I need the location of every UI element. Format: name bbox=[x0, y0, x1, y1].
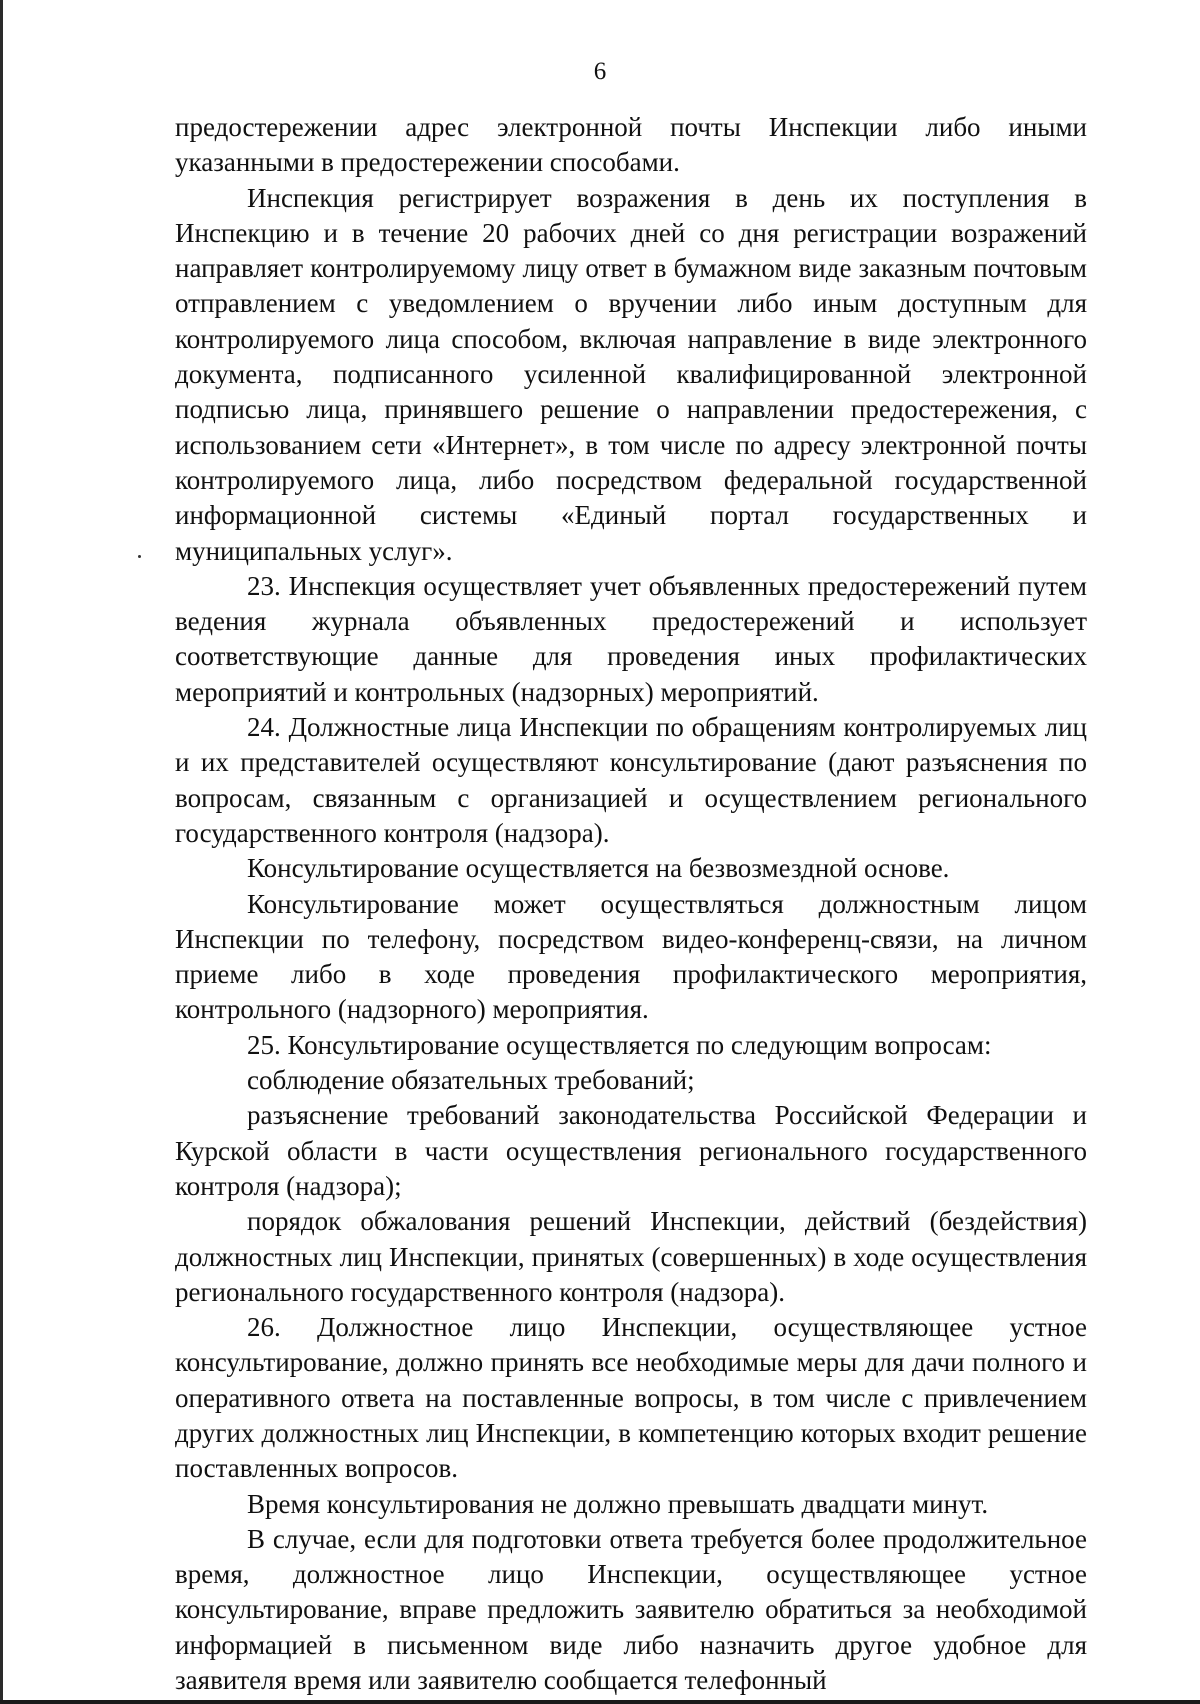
paragraph: Консультирование может осуществляться должностным лицом Инспекции по телефону, посредством видео-конференц-связи, на личном приеме либо в ходе проведения профилактического мероприятия, контрольного (надзорного) мероприятия. bbox=[175, 888, 1087, 1025]
paragraph-item-24: 24. Должностные лица Инспекции по обращениям контролируемых лиц и их представителей осуществляют консультирование (дают разъяснения по вопросам, связанным с организацией и осуществлением регионального государственного контроля (надзора). bbox=[175, 712, 1087, 848]
list-item: соблюдение обязательных требований; bbox=[247, 1065, 695, 1096]
paragraph: В случае, если для подготовки ответа требуется более продолжительное время, должностное лицо Инспекции, осуществляющее устное консультирование, вправе предложить заявителю обратиться за необходимой информацией в письменном виде либо назначить другое удобное для заявителя время или заявителю сообщается телефонный bbox=[175, 1523, 1087, 1696]
paragraph-item-26: 26. Должностное лицо Инспекции, осуществляющее устное консультирование, должно принять все необходимые меры для дачи полного и оперативного ответа на поставленные вопросы, в том числе с привлечением других должностных лиц Инспекции, в компетенцию которых входит решение поставленных вопросов. bbox=[175, 1312, 1087, 1484]
paragraph-continued: предостережении адрес электронной почты Инспекции либо иными указанными в предостережении способами. bbox=[175, 112, 1087, 178]
scan-speck bbox=[138, 555, 141, 558]
paragraph: Время консультирования не должно превышать двадцати минут. bbox=[247, 1488, 989, 1519]
paragraph-item-25: 25. Консультирование осуществляется по следующим вопросам: bbox=[247, 1029, 992, 1060]
paragraph-item-23: 23. Инспекция осуществляет учет объявленных предостережений путем ведения журнала объявленных предостережений и использует соответствующие данные для проведения иных профилактических мероприятий и контрольных (надзорных) мероприятий. bbox=[175, 570, 1087, 707]
list-item: порядок обжалования решений Инспекции, действий (бездействия) должностных лиц Инспекции, принятых (совершенных) в ходе осуществления регионального государственного контроля (надзора). bbox=[175, 1206, 1087, 1307]
paragraph: Консультирование осуществляется на безвозмездной основе. bbox=[247, 853, 950, 884]
document-body bbox=[175, 110, 1087, 1698]
scan-bottom-edge bbox=[0, 1700, 1200, 1704]
paragraph: Инспекция регистрирует возражения в день их поступления в Инспекцию и в течение 20 рабочих дней со дня регистрации возражений направляет контролируемому лицу ответ в бумажном виде заказным почтовым отправлением с уведомлением о вручении либо иным доступным для контролируемого лица способом, включая направление в виде электронного документа, подписанного усиленной квалифицированной электронной подписью лица, принявшего решение о направлении предостережения, с использованием сети «Интернет», в том числе по адресу электронной почты контролируемого лица, либо посредством федеральной государственной информационной системы «Единый портал государственных и муниципальных услуг». bbox=[175, 182, 1087, 566]
scan-left-edge bbox=[0, 0, 3, 1704]
page-number: 6 bbox=[593, 58, 607, 85]
list-item: разъяснение требований законодательства Российской Федерации и Курской области в части осуществления регионального государственного контроля (надзора); bbox=[175, 1100, 1087, 1201]
